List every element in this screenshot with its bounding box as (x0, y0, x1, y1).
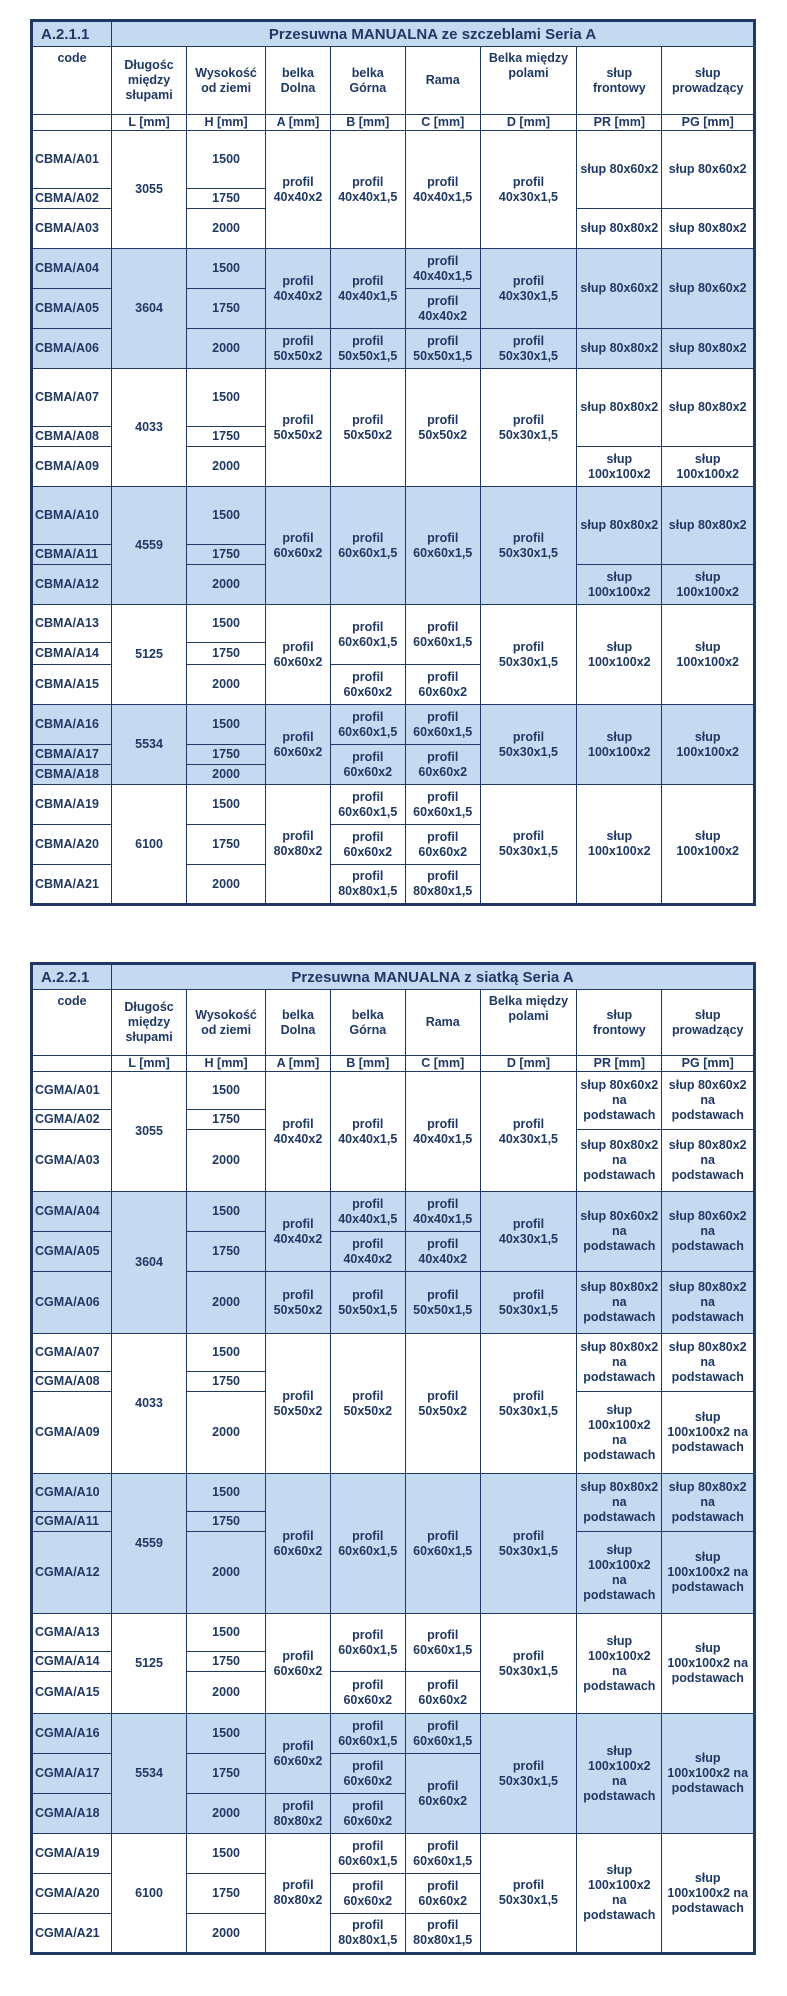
header-code: code (32, 47, 112, 115)
table-row (32, 605, 755, 643)
cell-D: profil 40x30x1,5 (480, 131, 577, 249)
cell-C: profil 50x50x1,5 (405, 329, 480, 369)
unit-PR: PR [mm] (577, 1056, 662, 1072)
cell-B: profil 60x60x2 (330, 665, 405, 705)
cell-PG: słup 100x100x2 (662, 785, 755, 905)
cell-A: profil 60x60x2 (266, 1614, 331, 1714)
header-C: Rama (405, 990, 480, 1056)
header-D: Belka między polami (480, 990, 577, 1056)
cell-C: profil 60x60x1,5 (405, 705, 480, 745)
height-cell: 1500 (187, 705, 266, 745)
unit-PR: PR [mm] (577, 115, 662, 131)
cell-D: profil 40x30x1,5 (480, 1192, 577, 1272)
cell-B: profil 40x40x1,5 (330, 1192, 405, 1232)
cell-C: profil 60x60x1,5 (405, 605, 480, 665)
row-code: CGMA/A06 (32, 1272, 112, 1334)
length-cell: 6100 (112, 785, 187, 905)
cell-PR: słup 80x60x2 (577, 131, 662, 209)
length-cell: 3055 (112, 131, 187, 249)
cell-PG: słup 100x100x2 na podstawach (662, 1834, 755, 1954)
cell-C: profil 60x60x1,5 (405, 487, 480, 605)
height-cell: 1750 (187, 1512, 266, 1532)
height-cell: 1500 (187, 369, 266, 427)
cell-B: profil 50x50x2 (330, 369, 405, 487)
cell-C: profil 60x60x2 (405, 665, 480, 705)
section-number: A.2.2.1 (32, 964, 112, 990)
cell-B: profil 40x40x1,5 (330, 1072, 405, 1192)
row-code: CGMA/A03 (32, 1130, 112, 1192)
row-code: CGMA/A10 (32, 1474, 112, 1512)
cell-PR: słup 80x80x2 (577, 369, 662, 447)
header-code: code (32, 990, 112, 1056)
height-cell: 1500 (187, 605, 266, 643)
row-code: CGMA/A21 (32, 1914, 112, 1954)
cell-PR: słup 80x60x2 (577, 249, 662, 329)
cell-PR: słup 100x100x2 na podstawach (577, 1714, 662, 1834)
cell-D: profil 40x30x1,5 (480, 249, 577, 329)
height-cell: 2000 (187, 1272, 266, 1334)
cell-PR: słup 100x100x2 na podstawach (577, 1392, 662, 1474)
cell-B: profil 40x40x1,5 (330, 249, 405, 329)
cell-C: profil 80x80x1,5 (405, 865, 480, 905)
cell-D: profil 50x30x1,5 (480, 487, 577, 605)
height-cell: 2000 (187, 865, 266, 905)
cell-A: profil 60x60x2 (266, 605, 331, 705)
cell-B: profil 50x50x1,5 (330, 329, 405, 369)
cell-C: profil 40x40x1,5 (405, 249, 480, 289)
row-code: CBMA/A21 (32, 865, 112, 905)
table-row (32, 1834, 755, 1874)
height-cell: 1750 (187, 189, 266, 209)
row-code: CBMA/A12 (32, 565, 112, 605)
cell-D: profil 50x30x1,5 (480, 1714, 577, 1834)
cell-C: profil 60x60x2 (405, 1874, 480, 1914)
header-PR: słup frontowy (577, 990, 662, 1056)
cell-PG: słup 100x100x2 na podstawach (662, 1614, 755, 1714)
section-number: A.2.1.1 (32, 21, 112, 47)
height-cell: 1500 (187, 1834, 266, 1874)
cell-A: profil 60x60x2 (266, 487, 331, 605)
length-cell: 5125 (112, 1614, 187, 1714)
unit-B: B [mm] (330, 1056, 405, 1072)
row-code: CBMA/A19 (32, 785, 112, 825)
height-cell: 2000 (187, 565, 266, 605)
row-code: CGMA/A15 (32, 1672, 112, 1714)
height-cell: 2000 (187, 209, 266, 249)
height-cell: 1500 (187, 1192, 266, 1232)
unit-PG: PG [mm] (662, 1056, 755, 1072)
table-title: Przesuwna MANUALNA z siatką Seria A (112, 964, 755, 990)
table-title-row (32, 21, 755, 47)
row-code: CBMA/A17 (32, 745, 112, 765)
cell-A: profil 50x50x2 (266, 1272, 331, 1334)
cell-B: profil 60x60x1,5 (330, 1834, 405, 1874)
height-cell: 1500 (187, 1072, 266, 1110)
cell-A: profil 60x60x2 (266, 1714, 331, 1794)
cell-A: profil 60x60x2 (266, 705, 331, 785)
length-cell: 5534 (112, 1714, 187, 1834)
cell-B: profil 40x40x2 (330, 1232, 405, 1272)
cell-PR: słup 80x80x2 (577, 329, 662, 369)
cell-C: profil 40x40x1,5 (405, 1072, 480, 1192)
cell-D: profil 50x30x1,5 (480, 1834, 577, 1954)
table-row (32, 249, 755, 289)
height-cell: 1750 (187, 745, 266, 765)
unit-code-empty (32, 115, 112, 131)
cell-D: profil 50x30x1,5 (480, 705, 577, 785)
cell-B: profil 60x60x2 (330, 1874, 405, 1914)
cell-A: profil 50x50x2 (266, 329, 331, 369)
cell-B: profil 60x60x2 (330, 1794, 405, 1834)
table-row (32, 1714, 755, 1754)
cell-B: profil 60x60x2 (330, 825, 405, 865)
height-cell: 1750 (187, 825, 266, 865)
row-code: CBMA/A14 (32, 643, 112, 665)
unit-B: B [mm] (330, 115, 405, 131)
cell-B: profil 60x60x1,5 (330, 1714, 405, 1754)
table-row (32, 131, 755, 189)
cell-PG: słup 80x60x2 na podstawach (662, 1072, 755, 1130)
cell-PG: słup 80x60x2 (662, 249, 755, 329)
header-B: belka Górna (330, 990, 405, 1056)
row-code: CGMA/A09 (32, 1392, 112, 1474)
height-cell: 2000 (187, 1794, 266, 1834)
cell-A: profil 40x40x2 (266, 131, 331, 249)
cell-D: profil 50x30x1,5 (480, 369, 577, 487)
cell-PG: słup 80x80x2 na podstawach (662, 1334, 755, 1392)
cell-B: profil 60x60x1,5 (330, 705, 405, 745)
cell-PR: słup 80x60x2 na podstawach (577, 1192, 662, 1272)
cell-C: profil 60x60x1,5 (405, 1614, 480, 1672)
header-D: Belka między polami (480, 47, 577, 115)
row-code: CGMA/A16 (32, 1714, 112, 1754)
row-code: CBMA/A08 (32, 427, 112, 447)
cell-B: profil 80x80x1,5 (330, 1914, 405, 1954)
cell-A: profil 80x80x2 (266, 1834, 331, 1954)
height-cell: 2000 (187, 447, 266, 487)
cell-PG: słup 100x100x2 (662, 447, 755, 487)
cell-A: profil 80x80x2 (266, 1794, 331, 1834)
cell-B: profil 60x60x1,5 (330, 487, 405, 605)
cell-B: profil 50x50x2 (330, 1334, 405, 1474)
cell-PG: słup 100x100x2 (662, 705, 755, 785)
cell-PG: słup 80x80x2 na podstawach (662, 1474, 755, 1532)
cell-B: profil 80x80x1,5 (330, 865, 405, 905)
cell-A: profil 50x50x2 (266, 369, 331, 487)
height-cell: 1750 (187, 643, 266, 665)
length-cell: 5534 (112, 705, 187, 785)
unit-C: C [mm] (405, 1056, 480, 1072)
table-row (32, 1072, 755, 1110)
height-cell: 1750 (187, 545, 266, 565)
height-cell: 1750 (187, 1754, 266, 1794)
cell-D: profil 50x30x1,5 (480, 1474, 577, 1614)
cell-C: profil 40x40x2 (405, 289, 480, 329)
cell-A: profil 40x40x2 (266, 1072, 331, 1192)
row-code: CGMA/A05 (32, 1232, 112, 1272)
header-H: Wysokość od ziemi (187, 990, 266, 1056)
cell-C: profil 60x60x1,5 (405, 1714, 480, 1754)
height-cell: 1750 (187, 427, 266, 447)
unit-A: A [mm] (266, 115, 331, 131)
length-cell: 3055 (112, 1072, 187, 1192)
height-cell: 1750 (187, 1372, 266, 1392)
length-cell: 5125 (112, 605, 187, 705)
cell-C: profil 60x60x1,5 (405, 785, 480, 825)
height-cell: 2000 (187, 665, 266, 705)
height-cell: 1750 (187, 289, 266, 329)
row-code: CBMA/A15 (32, 665, 112, 705)
cell-PG: słup 100x100x2 na podstawach (662, 1714, 755, 1834)
table-row (32, 369, 755, 427)
cell-PR: słup 100x100x2 na podstawach (577, 1834, 662, 1954)
height-cell: 1500 (187, 1474, 266, 1512)
unit-D: D [mm] (480, 115, 577, 131)
table-row (32, 705, 755, 745)
cell-C: profil 50x50x2 (405, 1334, 480, 1474)
cell-D: profil 50x30x1,5 (480, 329, 577, 369)
row-code: CBMA/A18 (32, 765, 112, 785)
cell-D: profil 50x30x1,5 (480, 785, 577, 905)
cell-PG: słup 80x60x2 na podstawach (662, 1192, 755, 1272)
height-cell: 2000 (187, 329, 266, 369)
unit-code-empty (32, 1056, 112, 1072)
table-row (32, 1614, 755, 1652)
table-row (32, 487, 755, 545)
row-code: CGMA/A17 (32, 1754, 112, 1794)
row-code: CBMA/A07 (32, 369, 112, 427)
row-code: CBMA/A02 (32, 189, 112, 209)
cell-PG: słup 100x100x2 (662, 565, 755, 605)
length-cell: 3604 (112, 249, 187, 369)
cell-C: profil 60x60x1,5 (405, 1834, 480, 1874)
spec-table-szczeble (30, 19, 756, 906)
height-cell: 1500 (187, 249, 266, 289)
cell-C: profil 60x60x2 (405, 745, 480, 785)
cell-PR: słup 80x80x2 (577, 487, 662, 565)
row-code: CBMA/A04 (32, 249, 112, 289)
row-code: CBMA/A09 (32, 447, 112, 487)
cell-C: profil 40x40x1,5 (405, 1192, 480, 1232)
height-cell: 2000 (187, 765, 266, 785)
cell-A: profil 80x80x2 (266, 785, 331, 905)
height-cell: 1750 (187, 1110, 266, 1130)
cell-B: profil 60x60x2 (330, 745, 405, 785)
header-PG: słup prowadzący (662, 47, 755, 115)
cell-PG: słup 100x100x2 (662, 605, 755, 705)
cell-B: profil 40x40x1,5 (330, 131, 405, 249)
row-code: CBMA/A20 (32, 825, 112, 865)
row-code: CGMA/A13 (32, 1614, 112, 1652)
cell-A: profil 50x50x2 (266, 1334, 331, 1474)
cell-C: profil 50x50x2 (405, 369, 480, 487)
row-code: CGMA/A02 (32, 1110, 112, 1130)
header-PR: słup frontowy (577, 47, 662, 115)
unit-C: C [mm] (405, 115, 480, 131)
table-row (32, 1192, 755, 1232)
cell-PR: słup 80x80x2 (577, 209, 662, 249)
row-code: CBMA/A05 (32, 289, 112, 329)
height-cell: 1500 (187, 1334, 266, 1372)
cell-B: profil 60x60x1,5 (330, 1474, 405, 1614)
cell-A: profil 40x40x2 (266, 249, 331, 329)
cell-B: profil 60x60x1,5 (330, 785, 405, 825)
header-row (32, 47, 755, 115)
cell-PG: słup 80x80x2 (662, 487, 755, 565)
height-cell: 2000 (187, 1130, 266, 1192)
cell-PG: słup 80x80x2 (662, 369, 755, 447)
row-code: CBMA/A13 (32, 605, 112, 643)
row-code: CGMA/A14 (32, 1652, 112, 1672)
cell-PR: słup 100x100x2 (577, 705, 662, 785)
header-row (32, 990, 755, 1056)
row-code: CBMA/A16 (32, 705, 112, 745)
unit-L: L [mm] (112, 115, 187, 131)
cell-PR: słup 80x80x2 na podstawach (577, 1334, 662, 1392)
row-code: CGMA/A19 (32, 1834, 112, 1874)
unit-H: H [mm] (187, 115, 266, 131)
units-row (32, 115, 755, 131)
cell-D: profil 50x30x1,5 (480, 1334, 577, 1474)
cell-C: profil 80x80x1,5 (405, 1914, 480, 1954)
cell-PG: słup 80x80x2 na podstawach (662, 1272, 755, 1334)
cell-C: profil 50x50x1,5 (405, 1272, 480, 1334)
cell-PR: słup 100x100x2 (577, 447, 662, 487)
row-code: CBMA/A06 (32, 329, 112, 369)
cell-PG: słup 80x80x2 (662, 329, 755, 369)
row-code: CGMA/A18 (32, 1794, 112, 1834)
row-code: CBMA/A03 (32, 209, 112, 249)
cell-C: profil 40x40x1,5 (405, 131, 480, 249)
cell-A: profil 40x40x2 (266, 1192, 331, 1272)
cell-PR: słup 80x80x2 na podstawach (577, 1474, 662, 1532)
height-cell: 2000 (187, 1532, 266, 1614)
cell-C: profil 60x60x2 (405, 1754, 480, 1834)
row-code: CGMA/A08 (32, 1372, 112, 1392)
cell-C: profil 60x60x1,5 (405, 1474, 480, 1614)
cell-C: profil 60x60x2 (405, 1672, 480, 1714)
unit-L: L [mm] (112, 1056, 187, 1072)
unit-PG: PG [mm] (662, 115, 755, 131)
cell-PR: słup 100x100x2 (577, 785, 662, 905)
cell-B: profil 60x60x1,5 (330, 1614, 405, 1672)
table-title: Przesuwna MANUALNA ze szczeblami Seria A (112, 21, 755, 47)
header-C: Rama (405, 47, 480, 115)
height-cell: 1500 (187, 1614, 266, 1652)
height-cell: 1500 (187, 1714, 266, 1754)
height-cell: 2000 (187, 1914, 266, 1954)
cell-PR: słup 100x100x2 (577, 605, 662, 705)
header-L: Długośc między słupami (112, 47, 187, 115)
cell-D: profil 50x30x1,5 (480, 1272, 577, 1334)
row-code: CGMA/A12 (32, 1532, 112, 1614)
row-code: CBMA/A10 (32, 487, 112, 545)
cell-B: profil 60x60x1,5 (330, 605, 405, 665)
cell-PG: słup 80x60x2 (662, 131, 755, 209)
header-H: Wysokość od ziemi (187, 47, 266, 115)
unit-H: H [mm] (187, 1056, 266, 1072)
length-cell: 4559 (112, 1474, 187, 1614)
row-code: CBMA/A11 (32, 545, 112, 565)
header-A: belka Dolna (266, 47, 331, 115)
header-L: Długośc między słupami (112, 990, 187, 1056)
cell-PR: słup 80x80x2 na podstawach (577, 1272, 662, 1334)
height-cell: 2000 (187, 1392, 266, 1474)
table-row (32, 785, 755, 825)
height-cell: 1750 (187, 1652, 266, 1672)
cell-PG: słup 100x100x2 na podstawach (662, 1532, 755, 1614)
cell-PR: słup 80x80x2 na podstawach (577, 1130, 662, 1192)
row-code: CGMA/A11 (32, 1512, 112, 1532)
row-code: CBMA/A01 (32, 131, 112, 189)
row-code: CGMA/A04 (32, 1192, 112, 1232)
height-cell: 1500 (187, 487, 266, 545)
cell-PR: słup 100x100x2 na podstawach (577, 1614, 662, 1714)
cell-C: profil 40x40x2 (405, 1232, 480, 1272)
table-row (32, 1334, 755, 1372)
length-cell: 4033 (112, 1334, 187, 1474)
height-cell: 1500 (187, 131, 266, 189)
row-code: CGMA/A01 (32, 1072, 112, 1110)
cell-B: profil 60x60x2 (330, 1672, 405, 1714)
cell-PR: słup 100x100x2 na podstawach (577, 1532, 662, 1614)
header-A: belka Dolna (266, 990, 331, 1056)
length-cell: 6100 (112, 1834, 187, 1954)
header-B: belka Górna (330, 47, 405, 115)
length-cell: 4559 (112, 487, 187, 605)
cell-D: profil 40x30x1,5 (480, 1072, 577, 1192)
length-cell: 4033 (112, 369, 187, 487)
spec-table-siatka (30, 962, 756, 1955)
cell-D: profil 50x30x1,5 (480, 605, 577, 705)
unit-A: A [mm] (266, 1056, 331, 1072)
units-row (32, 1056, 755, 1072)
cell-PG: słup 80x80x2 (662, 209, 755, 249)
cell-PG: słup 100x100x2 na podstawach (662, 1392, 755, 1474)
cell-B: profil 60x60x2 (330, 1754, 405, 1794)
height-cell: 2000 (187, 1672, 266, 1714)
cell-PR: słup 80x60x2 na podstawach (577, 1072, 662, 1130)
length-cell: 3604 (112, 1192, 187, 1334)
height-cell: 1750 (187, 1874, 266, 1914)
row-code: CGMA/A20 (32, 1874, 112, 1914)
cell-B: profil 50x50x1,5 (330, 1272, 405, 1334)
table-row (32, 1474, 755, 1512)
cell-C: profil 60x60x2 (405, 825, 480, 865)
height-cell: 1750 (187, 1232, 266, 1272)
row-code: CGMA/A07 (32, 1334, 112, 1372)
table-title-row (32, 964, 755, 990)
header-PG: słup prowadzący (662, 990, 755, 1056)
cell-PR: słup 100x100x2 (577, 565, 662, 605)
cell-D: profil 50x30x1,5 (480, 1614, 577, 1714)
cell-A: profil 60x60x2 (266, 1474, 331, 1614)
height-cell: 1500 (187, 785, 266, 825)
cell-PG: słup 80x80x2 na podstawach (662, 1130, 755, 1192)
unit-D: D [mm] (480, 1056, 577, 1072)
